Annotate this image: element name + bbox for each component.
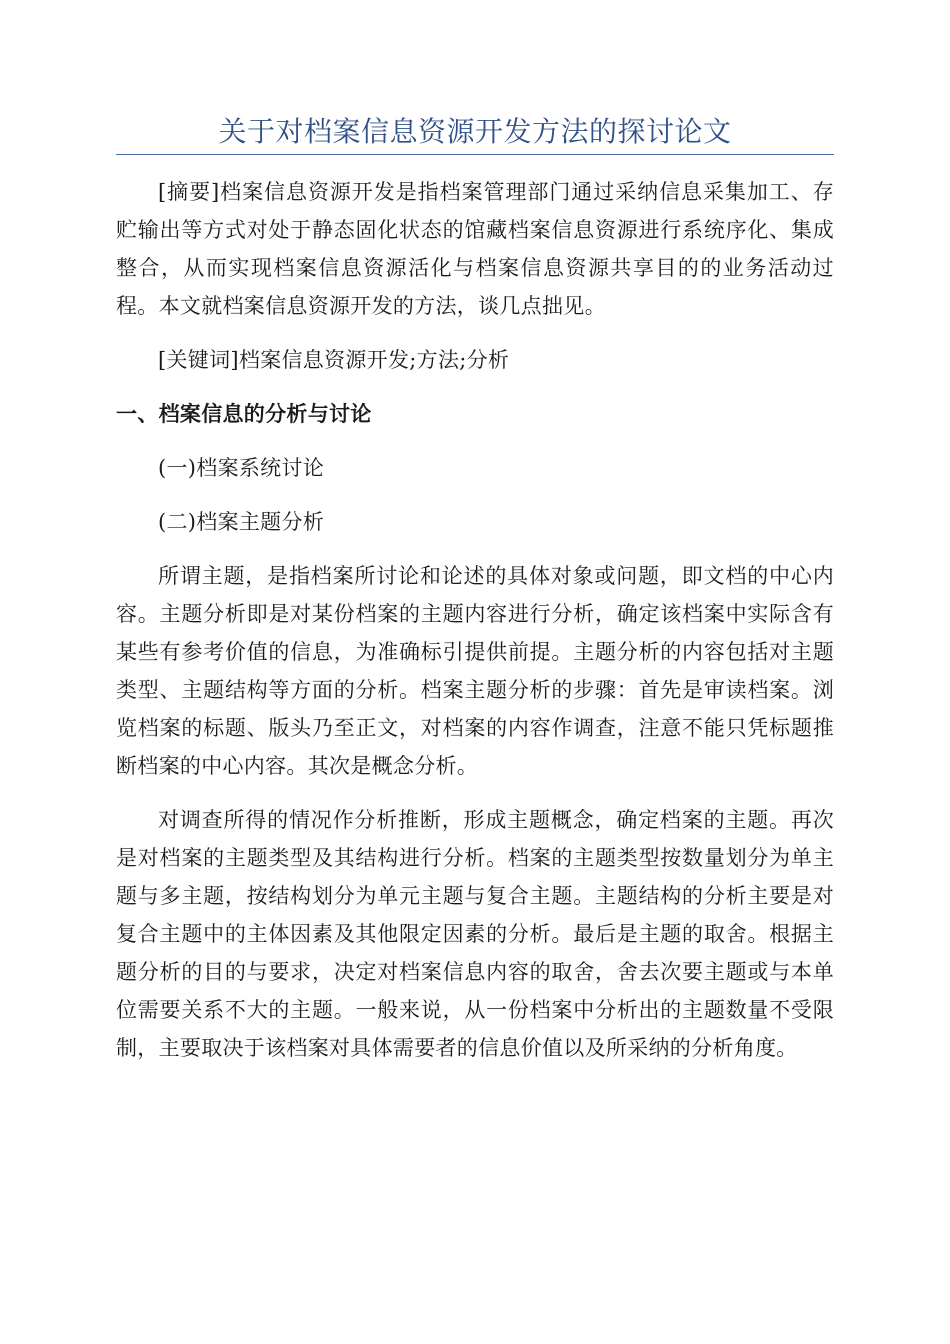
abstract-paragraph: [摘要]档案信息资源开发是指档案管理部门通过采纳信息采集加工、存贮输出等方式对处于静态固化状态的馆藏档案信息资源进行系统序化、集成整合，从而实现档案信息资源活化与档案信息资源共享目的的业务活动过程。本文就档案信息资源开发的方法，谈几点拙见。 <box>116 180 834 318</box>
body-paragraph-1: 所谓主题，是指档案所讨论和论述的具体对象或问题，即文档的中心内容。主题分析即是对某份档案的主题内容进行分析，确定该档案中实际含有某些有参考价值的信息，为准确标引提供前提。主题分析的内容包括对主题类型、主题结构等方面的分析。档案主题分析的步骤：首先是审读档案。浏览档案的标题、版头乃至正文，对档案的内容作调查，注意不能只凭标题推断档案的中心内容。其次是概念分析。 <box>116 564 834 778</box>
section-heading-1: 一、档案信息的分析与讨论 <box>116 402 372 426</box>
title-underline <box>116 154 834 155</box>
document-title: 关于对档案信息资源开发方法的探讨论文 <box>218 115 732 148</box>
subsection-heading-2: (二)档案主题分析 <box>158 510 325 534</box>
document-body <box>116 173 834 1083</box>
keywords-line: [关键词]档案信息资源开发;方法;分析 <box>158 348 510 372</box>
body-paragraph-2: 对调查所得的情况作分析推断，形成主题概念，确定档案的主题。再次是对档案的主题类型及其结构进行分析。档案的主题类型按数量划分为单主题与多主题，按结构划分为单元主题与复合主题。主题结构的分析主要是对复合主题中的主体因素及其他限定因素的分析。最后是主题的取舍。根据主题分析的目的与要求，决定对档案信息内容的取舍，舍去次要主题或与本单位需要关系不大的主题。一般来说，从一份档案中分析出的主题数量不受限制，主要取决于该档案对具体需要者的信息价值以及所采纳的分析角度。 <box>116 808 834 1060</box>
subsection-heading-1: (一)档案系统讨论 <box>158 456 325 480</box>
